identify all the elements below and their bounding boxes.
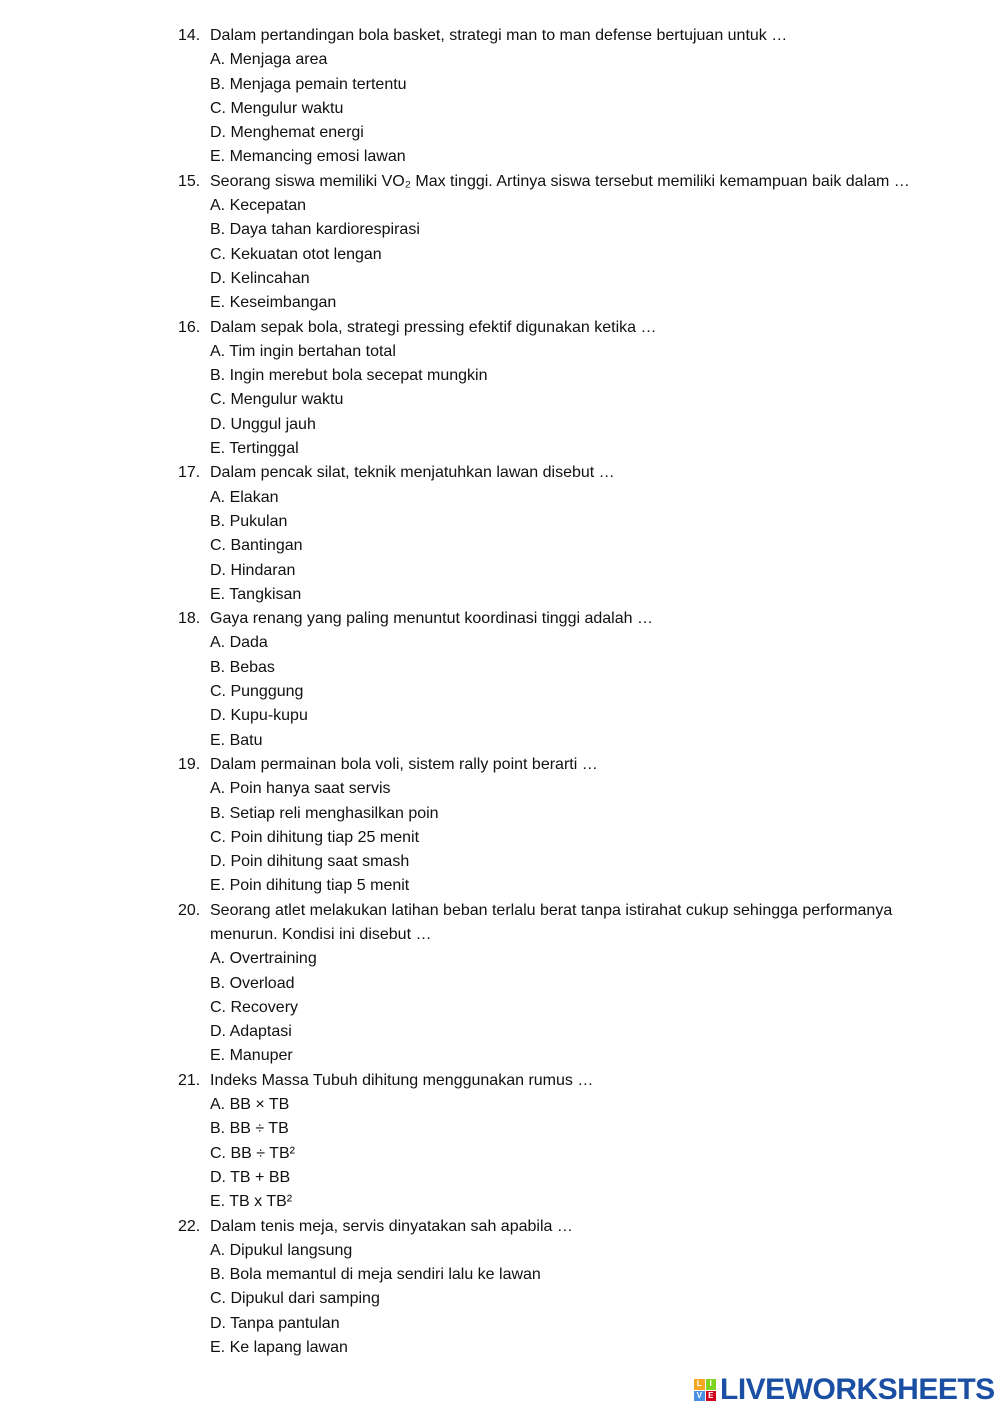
logo-mark-cell: I (706, 1379, 717, 1390)
answer-option: E. Tertinggal (210, 440, 299, 458)
answer-option: C. Bantingan (210, 537, 303, 555)
answer-option: E. Batu (210, 731, 263, 749)
answer-option: D. Kupu-kupu (210, 707, 308, 725)
logo-text: LIVEWORKSHEETS (720, 1373, 995, 1406)
question-20 (0, 899, 1000, 1069)
answer-option: D. Tanpa pantulan (210, 1314, 340, 1332)
answer-option: E. Manuper (210, 1047, 293, 1065)
question-text: Seorang siswa memiliki VO₂ Max tinggi. Artinya siswa tersebut memiliki kemampuan baik dalam … (210, 172, 910, 190)
answer-option: A. Tim ingin bertahan total (210, 342, 396, 360)
question-15 (0, 170, 1000, 316)
answer-option: E. Tangkisan (210, 585, 302, 603)
logo-mark-cell: V (694, 1391, 705, 1402)
answer-option: E. Ke lapang lawan (210, 1339, 348, 1357)
question-text: Dalam permainan bola voli, sistem rally point berarti … (210, 755, 598, 773)
worksheet-questions (0, 24, 1000, 1360)
question-line (0, 607, 1000, 631)
answer-option: C. Punggung (210, 683, 304, 701)
answer-option: B. Pukulan (210, 512, 288, 530)
answer-option: B. Bola memantul di meja sendiri lalu ke lawan (210, 1266, 541, 1284)
answer-option: D. Kelincahan (210, 269, 310, 287)
answer-option: A. Kecepatan (210, 197, 307, 215)
logo-mark-cell: E (706, 1391, 717, 1402)
question-text: Dalam tenis meja, servis dinyatakan sah apabila … (210, 1217, 573, 1235)
question-line (0, 1215, 1000, 1239)
question-text: Dalam sepak bola, strategi pressing efektif digunakan ketika … (210, 318, 657, 336)
question-number: 19. (178, 755, 201, 773)
answer-option: B. Setiap reli menghasilkan poin (210, 804, 439, 822)
answer-option: C. Recovery (210, 998, 299, 1016)
answer-option: C. Mengulur waktu (210, 391, 344, 409)
liveworksheets-logo-icon (694, 1379, 716, 1401)
answer-option: B. Daya tahan kardiorespirasi (210, 221, 420, 239)
question-text: Gaya renang yang paling menuntut koordinasi tinggi adalah … (210, 610, 653, 628)
answer-option: D. Poin dihitung saat smash (210, 853, 410, 871)
answer-option: B. Ingin merebut bola secepat mungkin (210, 367, 488, 385)
answer-option: E. Keseimbangan (210, 294, 337, 312)
answer-option: E. Poin dihitung tiap 5 menit (210, 877, 410, 895)
question-number: 15. (178, 172, 201, 190)
question-line (0, 170, 1000, 194)
answer-option: C. Kekuatan otot lengan (210, 245, 382, 263)
answer-option: C. Poin dihitung tiap 25 menit (210, 828, 420, 846)
answer-option: E. TB x TB² (210, 1193, 293, 1211)
question-16 (0, 316, 1000, 462)
answer-option: A. Dipukul langsung (210, 1241, 353, 1259)
question-line (0, 753, 1000, 777)
question-line (0, 461, 1000, 485)
answer-option: D. Adaptasi (210, 1023, 292, 1041)
question-number: 22. (178, 1217, 201, 1235)
answer-option: D. TB + BB (210, 1168, 291, 1186)
question-line (0, 1069, 1000, 1093)
logo-mark-cell: L (694, 1379, 705, 1390)
question-number: 18. (178, 610, 201, 628)
question-21 (0, 1069, 1000, 1215)
answer-option: C. BB ÷ TB² (210, 1144, 295, 1162)
answer-option: A. Poin hanya saat servis (210, 780, 391, 798)
answer-option: E. Memancing emosi lawan (210, 148, 406, 166)
answer-option: A. Dada (210, 634, 268, 652)
answer-option: D. Hindaran (210, 561, 296, 579)
answer-option: C. Dipukul dari samping (210, 1290, 380, 1308)
answer-option: A. Elakan (210, 488, 279, 506)
question-19 (0, 753, 1000, 899)
question-18 (0, 607, 1000, 753)
question-text: Indeks Massa Tubuh dihitung menggunakan rumus … (210, 1071, 594, 1089)
answer-option: A. Menjaga area (210, 51, 328, 69)
question-number: 17. (178, 464, 201, 482)
answer-option: C. Mengulur waktu (210, 99, 344, 117)
question-line (0, 24, 1000, 48)
question-number: 20. (178, 901, 201, 919)
answer-option: D. Menghemat energi (210, 124, 364, 142)
question-number: 14. (178, 27, 201, 44)
question-14 (0, 24, 1000, 170)
answer-option: B. Menjaga pemain tertentu (210, 75, 407, 93)
answer-option: B. BB ÷ TB (210, 1120, 289, 1138)
answer-option: B. Overload (210, 974, 295, 992)
question-17 (0, 461, 1000, 607)
question-line (0, 899, 1000, 948)
answer-option: B. Bebas (210, 658, 275, 676)
question-number: 16. (178, 318, 201, 336)
answer-option: D. Unggul jauh (210, 415, 316, 433)
answer-option: A. BB × TB (210, 1096, 290, 1114)
question-line (0, 316, 1000, 340)
question-text: Dalam pertandingan bola basket, strategi man to man defense bertujuan untuk … (210, 27, 788, 44)
answer-option: A. Overtraining (210, 950, 317, 968)
question-text: Dalam pencak silat, teknik menjatuhkan lawan disebut … (210, 464, 615, 482)
liveworksheets-logo (694, 1373, 995, 1407)
question-22 (0, 1215, 1000, 1361)
question-text: Seorang atlet melakukan latihan beban terlalu berat tanpa istirahat cukup sehingga performanya menurun. Kondisi ini disebut … (210, 901, 893, 943)
question-number: 21. (178, 1071, 201, 1089)
